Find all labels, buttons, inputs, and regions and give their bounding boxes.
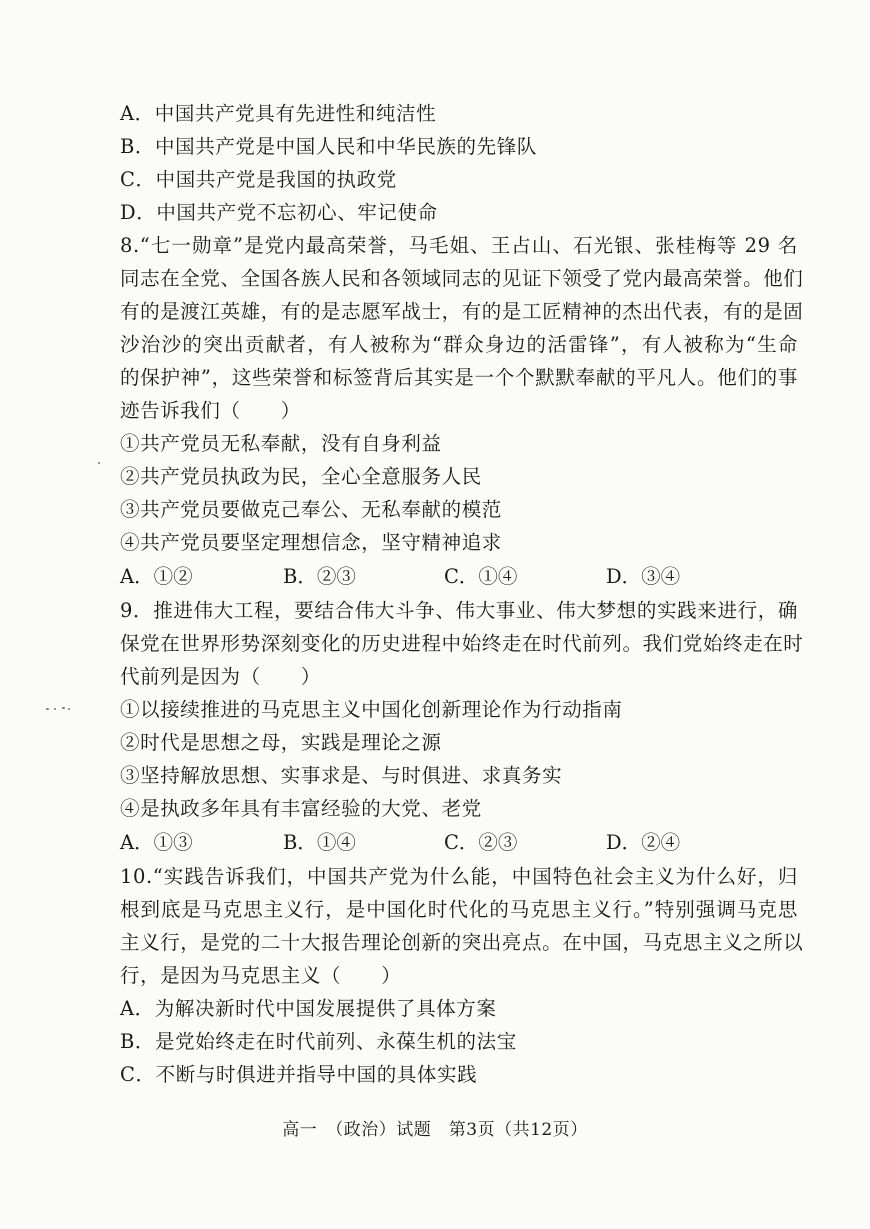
- scan-speck: [98, 462, 100, 464]
- q9-statement: ④是执政多年具有丰富经验的大党、老党: [120, 797, 482, 820]
- scan-speck: [46, 708, 49, 710]
- q9-choice-d: D．②④: [606, 831, 681, 854]
- q9-statement: ①以接续推进的马克思主义中国化创新理论作为行动指南: [120, 698, 623, 721]
- q10-stem-line: 根到底是马克思主义行，是中国化时代化的马克思主义行。”特别强调马克思: [120, 898, 798, 921]
- q10-option-b: B．是党始终走在时代前列、永葆生机的法宝: [120, 1030, 517, 1053]
- q10-stem-line: 行，是因为马克思主义（ ）: [120, 964, 402, 987]
- q8-choice-d: D．③④: [606, 565, 681, 588]
- q8-statement: ④共产党员要坚定理想信念，坚守精神追求: [120, 531, 502, 554]
- q7-option-d: D．中国共产党不忘初心、牢记使命: [120, 201, 438, 224]
- scan-speck: [68, 708, 70, 710]
- q7-option-c: C．中国共产党是我国的执政党: [120, 168, 397, 191]
- q8-choice-a: A．①②: [120, 565, 193, 588]
- q8-statement: ③共产党员要做克己奉公、无私奉献的模范: [120, 498, 502, 521]
- q8-stem-line: 8.“七一勋章”是党内最高荣誉，马毛姐、王占山、石光银、张桂梅等 29 名: [120, 234, 798, 257]
- q8-choices: [120, 560, 760, 593]
- q8-statement: ①共产党员无私奉献，没有自身利益: [120, 432, 442, 455]
- q7-option-b: B．中国共产党是中国人民和中华民族的先锋队: [120, 135, 537, 158]
- q9-choice-b: B．①④: [283, 831, 356, 854]
- q10-stem-line: 10.“实践告诉我们，中国共产党为什么能，中国特色社会主义为什么好，归: [120, 865, 798, 888]
- q7-option-a: A．中国共产党具有先进性和纯洁性: [120, 102, 437, 125]
- q10-stem-line: 主义行，是党的二十大报告理论创新的突出亮点。在中国，马克思主义之所以: [120, 931, 804, 954]
- q10-option-a: A．为解决新时代中国发展提供了具体方案: [120, 997, 497, 1020]
- q8-choice-c: C．①④: [444, 565, 518, 588]
- scan-speck: [62, 707, 65, 709]
- q10-option-c: C．不断与时俱进并指导中国的具体实践: [120, 1063, 478, 1086]
- q8-stem-line: 有的是渡江英雄，有的是志愿军战士，有的是工匠精神的杰出代表，有的是固: [120, 300, 804, 323]
- q9-statement: ③坚持解放思想、实事求是、与时俱进、求真务实: [120, 764, 563, 787]
- scan-speck: [54, 708, 56, 710]
- q8-stem-line: 的保护神”，这些荣誉和标签背后其实是一个个默默奉献的平凡人。他们的事: [120, 366, 798, 389]
- q9-statement: ②时代是思想之母，实践是理论之源: [120, 731, 442, 754]
- q9-choice-c: C．②③: [444, 831, 518, 854]
- q8-statement: ②共产党员执政为民，全心全意服务人民: [120, 465, 482, 488]
- q9-choice-a: A．①③: [120, 831, 193, 854]
- q9-stem-line: 代前列是因为（ ）: [120, 665, 322, 688]
- q9-stem-line: 保党在世界形势深刻变化的历史进程中始终走在时代前列。我们党始终走在时: [120, 632, 804, 655]
- q8-stem-line: 沙治沙的突出贡献者，有人被称为“群众身边的活雷锋”，有人被称为“生命: [120, 333, 798, 356]
- q8-choice-b: B．②③: [283, 565, 356, 588]
- page-footer: 高一 （政治）试题 第3页（共12页）: [282, 1120, 588, 1140]
- q8-stem-line: 迹告诉我们（ ）: [120, 399, 301, 422]
- q9-choices: [120, 826, 760, 859]
- q8-stem-line: 同志在全党、全国各族人民和各领域同志的见证下领受了党内最高荣誉。他们: [120, 267, 804, 290]
- q9-stem-line: 9．推进伟大工程，要结合伟大斗争、伟大事业、伟大梦想的实践来进行，确: [120, 599, 798, 622]
